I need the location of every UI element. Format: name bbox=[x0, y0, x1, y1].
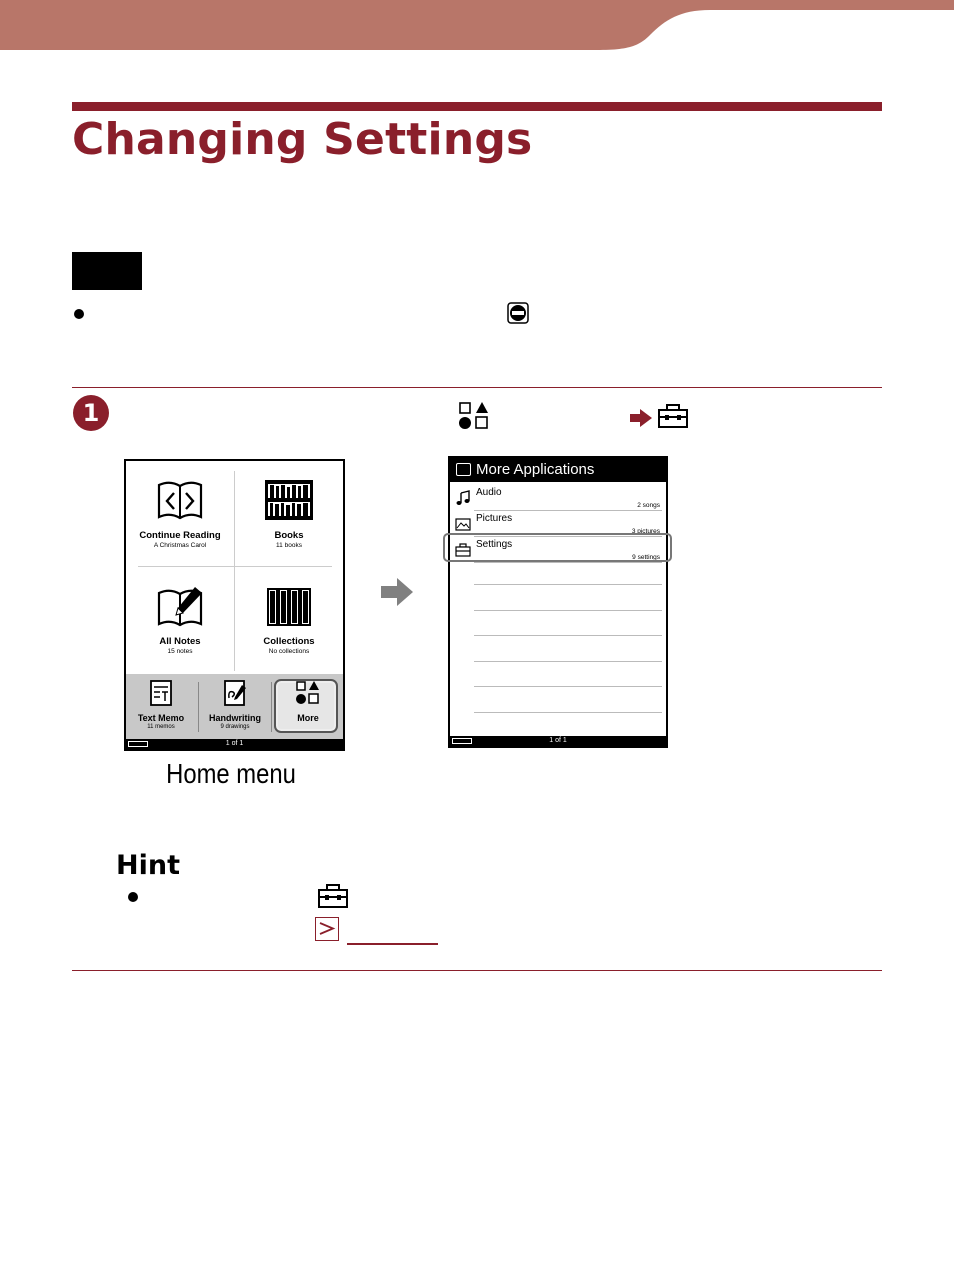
home-item-label: All Notes bbox=[159, 636, 201, 647]
empty-row-line bbox=[474, 610, 662, 611]
apps-row-sub: 9 settings bbox=[632, 554, 660, 561]
note-bullet bbox=[74, 309, 84, 319]
home-item-label: Books bbox=[274, 530, 304, 541]
home-menu-caption: Home menu bbox=[166, 758, 296, 789]
home-item-continue-reading[interactable] bbox=[126, 479, 234, 549]
home-item-collections[interactable] bbox=[235, 585, 343, 655]
note-label-block bbox=[72, 252, 142, 290]
settings-highlight bbox=[443, 533, 672, 562]
music-note-icon bbox=[455, 490, 471, 506]
tray-item-sub: 9 drawings bbox=[220, 724, 250, 730]
empty-row-line bbox=[474, 584, 662, 585]
open-book-icon bbox=[155, 479, 205, 521]
toolbox-icon bbox=[658, 404, 688, 428]
bookshelf-icon bbox=[264, 479, 314, 521]
tray-item-label: More bbox=[297, 713, 319, 723]
grid-divider-horizontal bbox=[138, 566, 332, 567]
more-apps-icon bbox=[458, 401, 490, 431]
apps-row-label: Pictures bbox=[476, 513, 513, 524]
page-link-button[interactable] bbox=[315, 917, 339, 941]
no-entry-icon bbox=[507, 302, 529, 324]
tray-item-sub: 11 memos bbox=[147, 724, 175, 730]
back-icon[interactable] bbox=[456, 463, 471, 476]
apps-row-audio[interactable] bbox=[450, 485, 666, 511]
home-menu-screen bbox=[124, 459, 345, 751]
tray-item-label: Text Memo bbox=[137, 713, 185, 723]
home-item-sub: 15 notes bbox=[167, 648, 193, 655]
tray-separator bbox=[198, 682, 199, 732]
apps-header bbox=[450, 458, 666, 482]
notes-pen-icon bbox=[155, 585, 205, 627]
step-number-1: 1 bbox=[73, 395, 109, 431]
apps-row-sub: 3 pictures bbox=[631, 528, 660, 535]
picture-icon bbox=[455, 516, 471, 532]
tray-item-label: Handwriting bbox=[209, 713, 261, 723]
home-tray bbox=[126, 674, 343, 741]
battery-icon bbox=[452, 738, 472, 744]
title-rule bbox=[72, 102, 882, 111]
section-divider-bottom bbox=[72, 970, 882, 971]
home-status-bar bbox=[126, 739, 343, 749]
home-item-all-notes[interactable] bbox=[126, 585, 234, 655]
home-item-books[interactable] bbox=[235, 479, 343, 549]
empty-row-line bbox=[474, 661, 662, 662]
section-divider-top bbox=[72, 387, 882, 388]
more-applications-screen bbox=[448, 456, 668, 748]
empty-row-line bbox=[474, 635, 662, 636]
hint-title: Hint bbox=[116, 850, 180, 881]
apps-status-bar bbox=[450, 736, 666, 746]
hint-bullet bbox=[128, 892, 138, 902]
toolbox-icon bbox=[318, 884, 348, 908]
row-divider bbox=[474, 562, 662, 563]
handwriting-icon bbox=[223, 680, 247, 706]
home-item-sub: 11 books bbox=[276, 542, 302, 549]
page-indicator: 1 of 1 bbox=[549, 737, 567, 744]
tray-item-text-memo[interactable] bbox=[126, 680, 196, 730]
collections-icon bbox=[264, 585, 314, 627]
tray-item-more[interactable] bbox=[273, 680, 343, 723]
chevron-right-icon bbox=[316, 918, 337, 939]
arrow-right-icon bbox=[381, 578, 413, 606]
battery-icon bbox=[128, 741, 148, 747]
apps-row-label: Audio bbox=[476, 487, 502, 498]
home-item-sub: No collections bbox=[268, 648, 310, 655]
apps-row-sub: 2 songs bbox=[637, 502, 660, 509]
arrow-right-icon bbox=[630, 409, 652, 427]
page-link-underline[interactable] bbox=[347, 943, 438, 945]
header-band bbox=[0, 0, 954, 50]
home-item-label: Collections bbox=[263, 636, 315, 647]
more-apps-icon bbox=[295, 680, 321, 706]
home-item-label: Continue Reading bbox=[139, 530, 221, 541]
empty-row-line bbox=[474, 686, 662, 687]
tray-item-handwriting[interactable] bbox=[200, 680, 270, 730]
empty-row-line bbox=[474, 712, 662, 713]
home-item-sub: A Christmas Carol bbox=[153, 542, 207, 549]
page-indicator: 1 of 1 bbox=[225, 740, 244, 747]
text-memo-icon bbox=[149, 680, 173, 706]
tray-separator bbox=[271, 682, 272, 732]
apps-title: More Applications bbox=[476, 461, 595, 478]
apps-row-label: Settings bbox=[476, 539, 513, 550]
page-title: Changing Settings bbox=[72, 114, 533, 165]
